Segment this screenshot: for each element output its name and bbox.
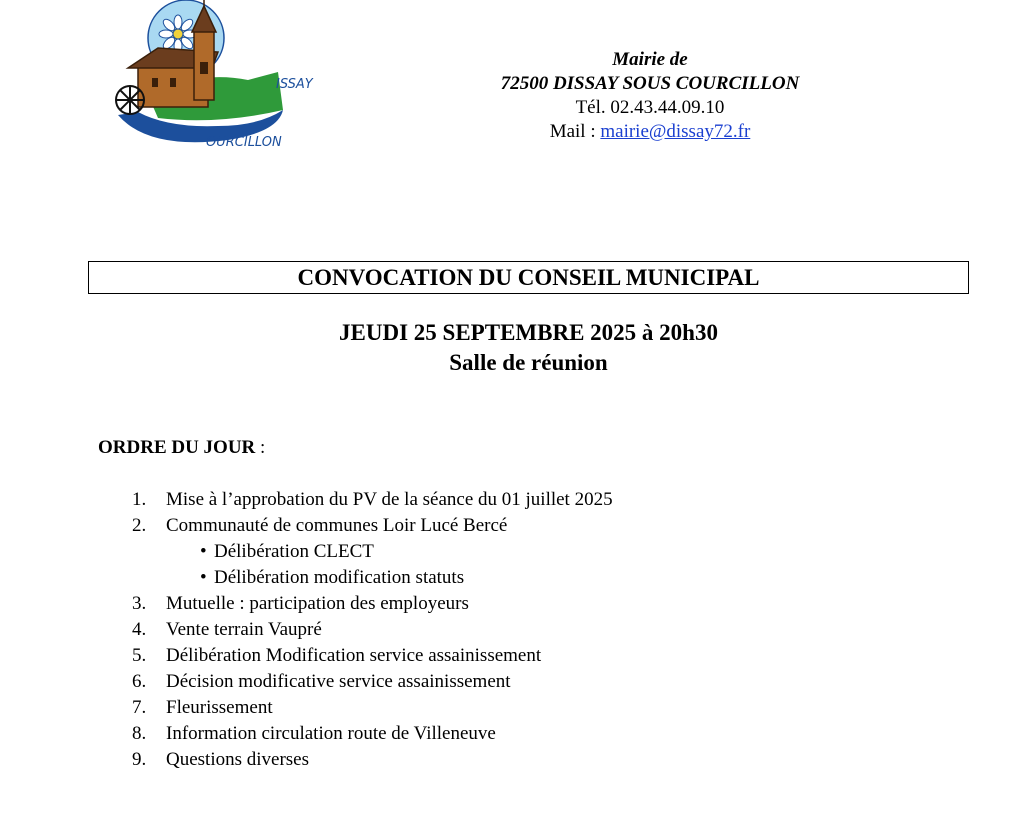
water-wheel-icon <box>116 86 144 114</box>
agenda-item-number: 3. <box>132 593 147 614</box>
agenda-subitem: • Délibération CLECT <box>200 539 613 565</box>
meeting-date: JEUDI 25 SEPTEMBRE 2025 à 20h30 <box>339 320 718 345</box>
mairie-address <box>420 48 880 144</box>
agenda-title: ORDRE DU JOUR <box>98 437 256 458</box>
agenda-heading <box>98 437 265 459</box>
agenda-item-text: Délibération Modification service assainissement <box>166 645 542 666</box>
agenda-item <box>128 487 613 513</box>
agenda-item-number: 2. <box>132 515 147 536</box>
agenda-subitem: • Délibération modification statuts <box>200 565 613 591</box>
agenda-item-text: Vente terrain Vaupré <box>166 619 322 640</box>
agenda-item-text: Décision modificative service assainissement <box>166 671 511 692</box>
mairie-postal-name: 72500 DISSAY SOUS COURCILLON <box>500 73 800 94</box>
flower-icon <box>159 15 197 53</box>
agenda-item-number: 5. <box>132 645 147 666</box>
meeting-info <box>88 318 969 378</box>
agenda-sublist <box>166 539 613 591</box>
agenda-item-text: Mutuelle : participation des employeurs <box>166 593 469 614</box>
agenda-item-number: 7. <box>132 697 147 718</box>
agenda-item-number: 9. <box>132 749 147 770</box>
agenda-item <box>128 695 613 721</box>
agenda-item <box>128 643 613 669</box>
agenda-list <box>128 487 613 773</box>
agenda-title-suffix: : <box>255 437 266 458</box>
agenda-item-text: Fleurissement <box>166 697 273 718</box>
agenda-item-number: 6. <box>132 671 147 692</box>
agenda-item <box>128 721 613 747</box>
meeting-place: Salle de réunion <box>449 350 608 375</box>
agenda-item-number: 1. <box>132 489 147 510</box>
mail-label: Mail : <box>549 121 601 142</box>
mail-link[interactable]: mairie@dissay72.fr <box>600 121 751 142</box>
logo-text-bottom: OURCILLON <box>206 135 282 150</box>
mairie-mail-line <box>420 120 880 144</box>
agenda-item <box>128 669 613 695</box>
agenda-item-text: Communauté de communes Loir Lucé Bercé <box>166 515 508 536</box>
agenda-item <box>128 617 613 643</box>
agenda-item <box>128 591 613 617</box>
agenda-item <box>128 747 613 773</box>
document-title: CONVOCATION DU CONSEIL MUNICIPAL <box>88 261 969 294</box>
agenda-item-number: 4. <box>132 619 147 640</box>
municipality-logo <box>108 0 328 160</box>
agenda-item <box>128 513 613 591</box>
agenda-item-text: Questions diverses <box>166 749 310 770</box>
mairie-phone: Tél. 02.43.44.09.10 <box>575 97 725 118</box>
agenda-item-text: Mise à l’approbation du PV de la séance du 01 juillet 2025 <box>166 489 613 510</box>
logo-text-top: ISSAY <box>276 77 313 92</box>
agenda-item-number: 8. <box>132 723 147 744</box>
agenda-item-text: Information circulation route de Villeneuve <box>166 723 496 744</box>
mairie-label: Mairie de <box>612 49 688 70</box>
